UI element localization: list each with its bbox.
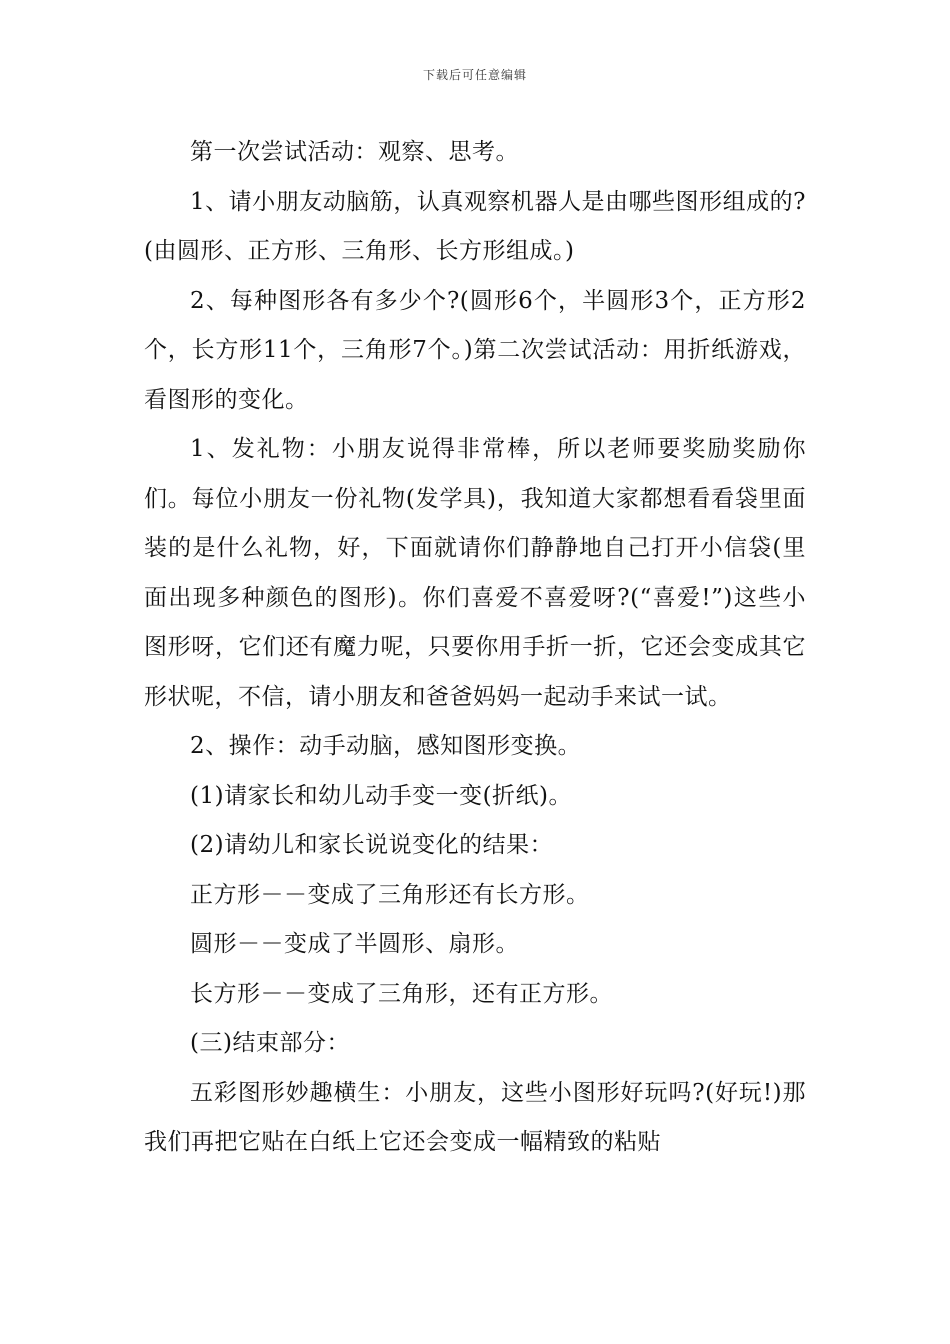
paragraph-12: 五彩图形妙趣横生：小朋友，这些小图形好玩吗?(好玩!)那我们再把它贴在白纸上它还会变成一幅精致的粘贴 — [144, 1079, 806, 1155]
paragraph-2: 1、请小朋友动脑筋，认真观察机器人是由哪些图形组成的?(由圆形、正方形、三角形、长方形组成。) — [144, 188, 806, 264]
paragraph-5: 2、操作：动手动脑，感知图形变换。 — [190, 733, 582, 759]
page-header: 下载后可任意编辑 — [422, 68, 527, 82]
paragraph-7: (2)请幼儿和家长说说变化的结果： — [190, 832, 554, 858]
paragraph-10: 长方形－－变成了三角形，还有正方形。 — [190, 980, 613, 1007]
paragraph-4: 1、发礼物：小朋友说得非常棒，所以老师要奖励奖励你们。每位小朋友一份礼物(发学具)，我知道大家都想看看袋里面装的是什么礼物，好，下面就请你们静静地自己打开小信袋(里面出现多种颜色的图形)。你们喜爱不喜爱呀?(“喜爱!”)这些小图形呀，它们还有魔力呢，只要你用手折一折，它还会变成其它形状呢，不信，请小朋友和爸爸妈妈一起动手来试一试。 — [144, 436, 806, 710]
document-body — [144, 128, 806, 1168]
paragraph-3: 2、每种图形各有多少个?(圆形6个，半圆形3个，正方形2个，长方形11个，三角形7个。)第二次尝试活动：用折纸游戏，看图形的变化。 — [144, 287, 806, 413]
paragraph-9: 圆形－－变成了半圆形、扇形。 — [190, 931, 519, 957]
paragraph-8: 正方形－－变成了三角形还有长方形。 — [190, 881, 590, 908]
paragraph-6: (1)请家长和幼儿动手变一变(折纸)。 — [190, 782, 573, 809]
paragraph-1: 第一次尝试活动：观察、思考。 — [190, 139, 519, 165]
paragraph-11: (三)结束部分： — [190, 1030, 350, 1056]
